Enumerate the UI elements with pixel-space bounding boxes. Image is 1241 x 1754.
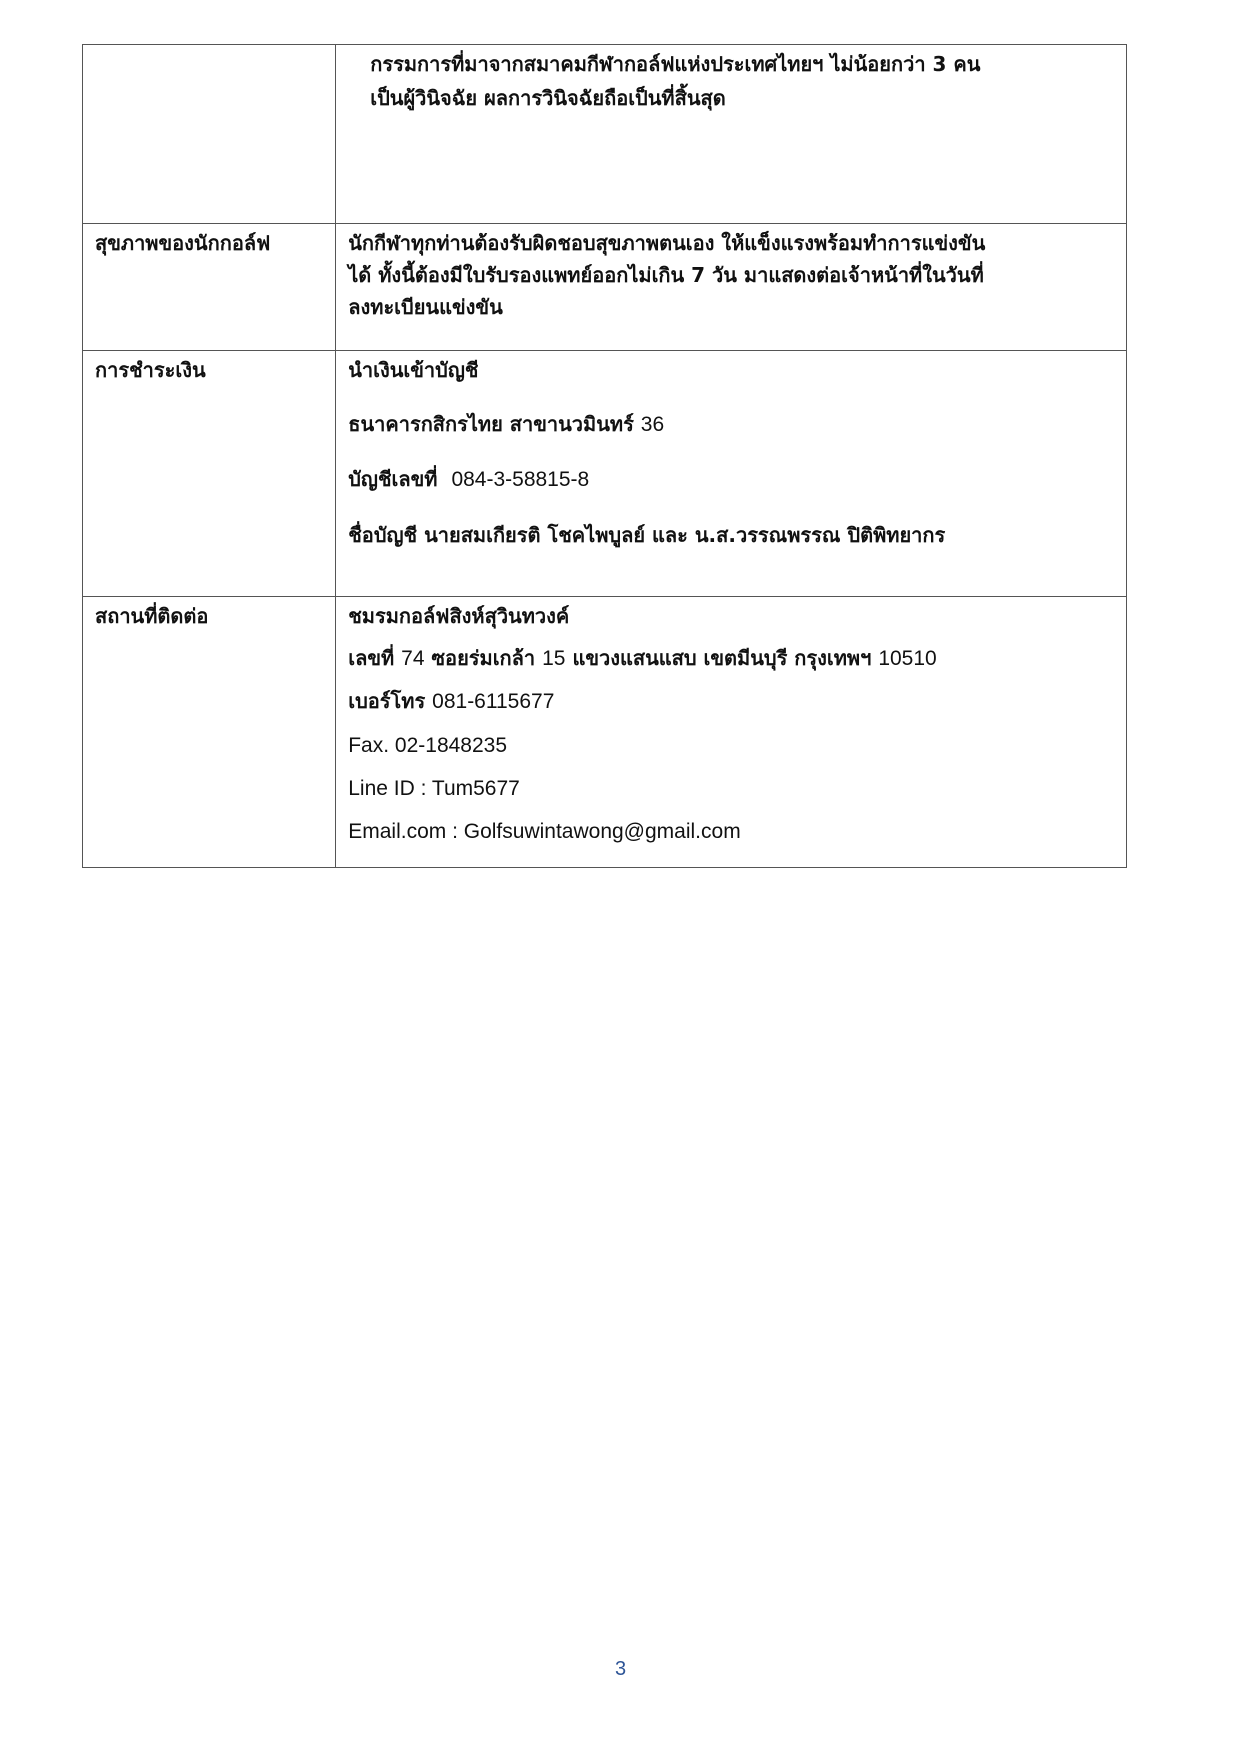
page-number: 3 [614, 1658, 627, 1680]
contact-address-c: ซอยร่มเกล้า [431, 646, 536, 670]
contact-address-e: แขวงแสนแสบ เขตมีนบุรี กรุงเทพฯ [572, 646, 872, 670]
contact-line-id: Line ID : Tum5677 [348, 776, 520, 800]
payment-instruction: นำเงินเข้าบัญชี [348, 358, 479, 382]
contact-row [83, 597, 1127, 868]
health-line-3: ลงทะเบียนแข่งขัน [348, 295, 503, 319]
contact-address-b: 74 [401, 647, 425, 670]
contact-address-a: เลขที่ [348, 646, 395, 670]
judging-label [83, 45, 335, 57]
payment-value-cell [336, 351, 1127, 597]
contact-phone-prefix: เบอร์โทร [348, 689, 426, 714]
payment-account-number: 084-3-58815-8 [451, 468, 590, 492]
payment-label-cell [83, 351, 336, 597]
judging-value-cell [336, 45, 1127, 224]
contact-email: Email.com : Golfsuwintawong@gmail.com [348, 820, 741, 844]
contact-label-cell [83, 597, 336, 868]
contact-phone-number: 081-6115677 [432, 690, 555, 714]
health-label-cell [83, 224, 336, 351]
payment-bank-branch-number: 36 [640, 413, 665, 436]
health-line-1: นักกีฬาทุกท่านต้องรับผิดชอบสุขภาพตนเอง ให้แข็งแรงพร้อมทำการแข่งขัน [348, 231, 986, 255]
contact-address-d: 15 [542, 647, 566, 670]
judging-line-2: เป็นผู้วินิจฉัย ผลการวินิจฉัยถือเป็นที่สิ้นสุด [370, 86, 726, 110]
contact-address [348, 645, 1116, 672]
contact-value-cell [336, 597, 1127, 868]
judging-label-cell [83, 45, 336, 224]
contact-address-f: 10510 [878, 647, 937, 670]
health-label: สุขภาพของนักกอล์ฟ [95, 231, 271, 255]
payment-account-prefix: บัญชีเลขที่ [348, 467, 438, 492]
payment-account-line [348, 466, 1116, 493]
payment-label: การชำระเงิน [95, 358, 206, 382]
judging-line-1: กรรมการที่มาจากสมาคมกีฬากอล์ฟแห่งประเทศไทยฯ ไม่น้อยกว่า 3 คน [370, 52, 981, 76]
health-line-2: ได้ ทั้งนี้ต้องมีใบรับรองแพทย์ออกไม่เกิน 7 วัน มาแสดงต่อเจ้าหน้าที่ในวันที่ [348, 263, 984, 287]
health-value-cell [336, 224, 1127, 351]
contact-phone [348, 688, 1116, 715]
contact-club-name: ชมรมกอล์ฟสิงห์สุวินทวงค์ [348, 604, 570, 628]
payment-row [83, 351, 1127, 597]
payment-bank-line [348, 411, 1116, 438]
contact-label: สถานที่ติดต่อ [95, 604, 209, 628]
rules-table [82, 44, 1127, 868]
judging-row [83, 45, 1127, 224]
contact-fax: Fax. 02-1848235 [348, 733, 508, 757]
payment-bank-name: ธนาคารกสิกรไทย สาขานวมินทร์ [348, 412, 634, 436]
payment-account-name: ชื่อบัญชี นายสมเกียรติ โชคไพบูลย์ และ น.ส.วรรณพรรณ ปิติพิทยากร [348, 522, 946, 547]
health-row [83, 224, 1127, 351]
